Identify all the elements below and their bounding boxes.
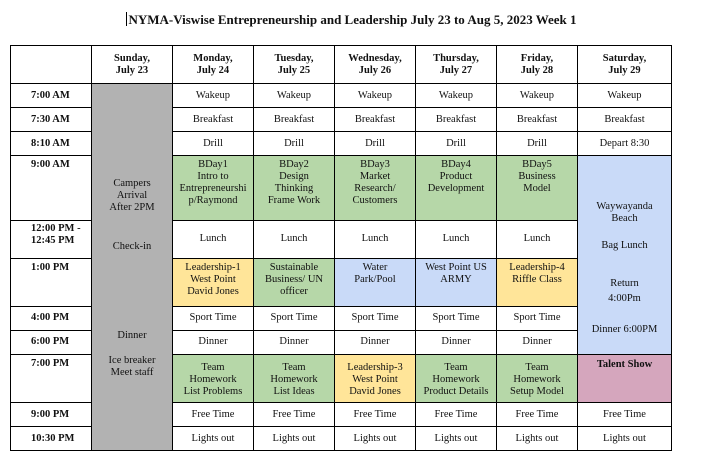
time-label: 6:00 PM <box>11 330 92 354</box>
cell-wakeup: Wakeup <box>335 84 416 108</box>
cell-drill: Drill <box>335 132 416 156</box>
cell-breakfast: Breakfast <box>254 108 335 132</box>
cell-wakeup: Wakeup <box>578 84 672 108</box>
cell-breakfast: Breakfast <box>173 108 254 132</box>
saturday-bag-lunch: Bag Lunch <box>601 240 648 251</box>
sunday-arrival: Campers Arrival After 2PM <box>109 178 155 213</box>
session-bday3: BDay3 Market Research/ Customers <box>335 156 416 221</box>
cell-wakeup: Wakeup <box>254 84 335 108</box>
day-header-wednesday: Wednesday, July 26 <box>335 46 416 84</box>
time-label: 7:30 AM <box>11 108 92 132</box>
time-label: 7:00 AM <box>11 84 92 108</box>
saturday-beach: Waywayanda Beach <box>596 201 653 224</box>
cell-sport: Sport Time <box>416 306 497 330</box>
row-0700 <box>11 84 672 108</box>
sunday-icebreaker: Ice breaker Meet staff <box>108 355 156 378</box>
saturday-trip-block <box>578 156 672 355</box>
time-label: 9:00 PM <box>11 403 92 427</box>
cell-sport: Sport Time <box>335 306 416 330</box>
cell-wakeup: Wakeup <box>416 84 497 108</box>
time-label: 4:00 PM <box>11 306 92 330</box>
cell-depart: Depart 8:30 <box>578 132 672 156</box>
cell-lights-out: Lights out <box>578 427 672 451</box>
cell-dinner: Dinner <box>416 330 497 354</box>
day-header-saturday: Saturday, July 29 <box>578 46 672 84</box>
cell-free-time: Free Time <box>416 403 497 427</box>
schedule-table <box>10 45 672 451</box>
cell-lights-out: Lights out <box>497 427 578 451</box>
cell-wakeup: Wakeup <box>497 84 578 108</box>
cell-dinner: Dinner <box>497 330 578 354</box>
sunday-column <box>92 84 173 451</box>
cell-dinner: Dinner <box>254 330 335 354</box>
corner-cell <box>11 46 92 84</box>
sunday-checkin: Check-in <box>112 241 152 252</box>
session-bday4: BDay4 Product Development <box>416 156 497 221</box>
cell-breakfast: Breakfast <box>416 108 497 132</box>
cell-wakeup: Wakeup <box>173 84 254 108</box>
session-leadership-4: Leadership-4 Riffle Class <box>497 258 578 306</box>
session-leadership-3: Leadership-3 West Point David Jones <box>335 355 416 403</box>
cell-dinner: Dinner <box>335 330 416 354</box>
cell-lights-out: Lights out <box>335 427 416 451</box>
cell-free-time: Free Time <box>173 403 254 427</box>
saturday-return: Return 4:00Pm <box>608 278 641 304</box>
cell-breakfast: Breakfast <box>497 108 578 132</box>
cell-sport: Sport Time <box>254 306 335 330</box>
cell-lights-out: Lights out <box>416 427 497 451</box>
cell-drill: Drill <box>497 132 578 156</box>
sunday-dinner: Dinner <box>117 330 147 341</box>
document-title: NYMA-Viswise Entrepreneurship and Leadership July 23 to Aug 5, 2023 Week 1 <box>128 12 577 27</box>
session-sustainable-business: Sustainable Business/ UN officer <box>254 258 335 306</box>
cell-dinner: Dinner <box>173 330 254 354</box>
session-bday5: BDay5 Business Model <box>497 156 578 221</box>
header-row <box>11 46 672 84</box>
cell-breakfast: Breakfast <box>335 108 416 132</box>
cell-drill: Drill <box>416 132 497 156</box>
time-label: 7:00 PM <box>11 355 92 403</box>
session-team-homework-product: Team Homework Product Details <box>416 355 497 403</box>
cell-free-time: Free Time <box>335 403 416 427</box>
day-header-friday: Friday, July 28 <box>497 46 578 84</box>
cell-sport: Sport Time <box>173 306 254 330</box>
cell-free-time: Free Time <box>497 403 578 427</box>
saturday-dinner: Dinner 6:00PM <box>591 324 658 335</box>
day-header-monday: Monday, July 24 <box>173 46 254 84</box>
day-header-thursday: Thursday, July 27 <box>416 46 497 84</box>
session-west-point-army: West Point US ARMY <box>416 258 497 306</box>
cell-lunch: Lunch <box>335 221 416 258</box>
cell-drill: Drill <box>173 132 254 156</box>
cell-drill: Drill <box>254 132 335 156</box>
day-header-sunday: Sunday, July 23 <box>92 46 173 84</box>
time-label: 9:00 AM <box>11 156 92 221</box>
time-label: 12:00 PM - 12:45 PM <box>11 221 92 258</box>
cell-lunch: Lunch <box>173 221 254 258</box>
session-leadership-1: Leadership-1 West Point David Jones <box>173 258 254 306</box>
cell-free-time: Free Time <box>578 403 672 427</box>
time-label: 1:00 PM <box>11 258 92 306</box>
session-team-homework-model: Team Homework Setup Model <box>497 355 578 403</box>
session-bday2: BDay2 Design Thinking Frame Work <box>254 156 335 221</box>
time-label: 8:10 AM <box>11 132 92 156</box>
day-header-tuesday: Tuesday, July 25 <box>254 46 335 84</box>
cell-sport: Sport Time <box>497 306 578 330</box>
cell-lunch: Lunch <box>416 221 497 258</box>
saturday-talent-show: Talent Show <box>578 355 672 403</box>
time-label: 10:30 PM <box>11 427 92 451</box>
session-bday1: BDay1 Intro to Entrepreneurshi p/Raymond <box>173 156 254 221</box>
cell-lights-out: Lights out <box>173 427 254 451</box>
session-team-homework-ideas: Team Homework List Ideas <box>254 355 335 403</box>
session-water-park: Water Park/Pool <box>335 258 416 306</box>
cell-lunch: Lunch <box>497 221 578 258</box>
cell-free-time: Free Time <box>254 403 335 427</box>
cell-lights-out: Lights out <box>254 427 335 451</box>
cell-breakfast: Breakfast <box>578 108 672 132</box>
session-team-homework-problems: Team Homework List Problems <box>173 355 254 403</box>
cell-lunch: Lunch <box>254 221 335 258</box>
